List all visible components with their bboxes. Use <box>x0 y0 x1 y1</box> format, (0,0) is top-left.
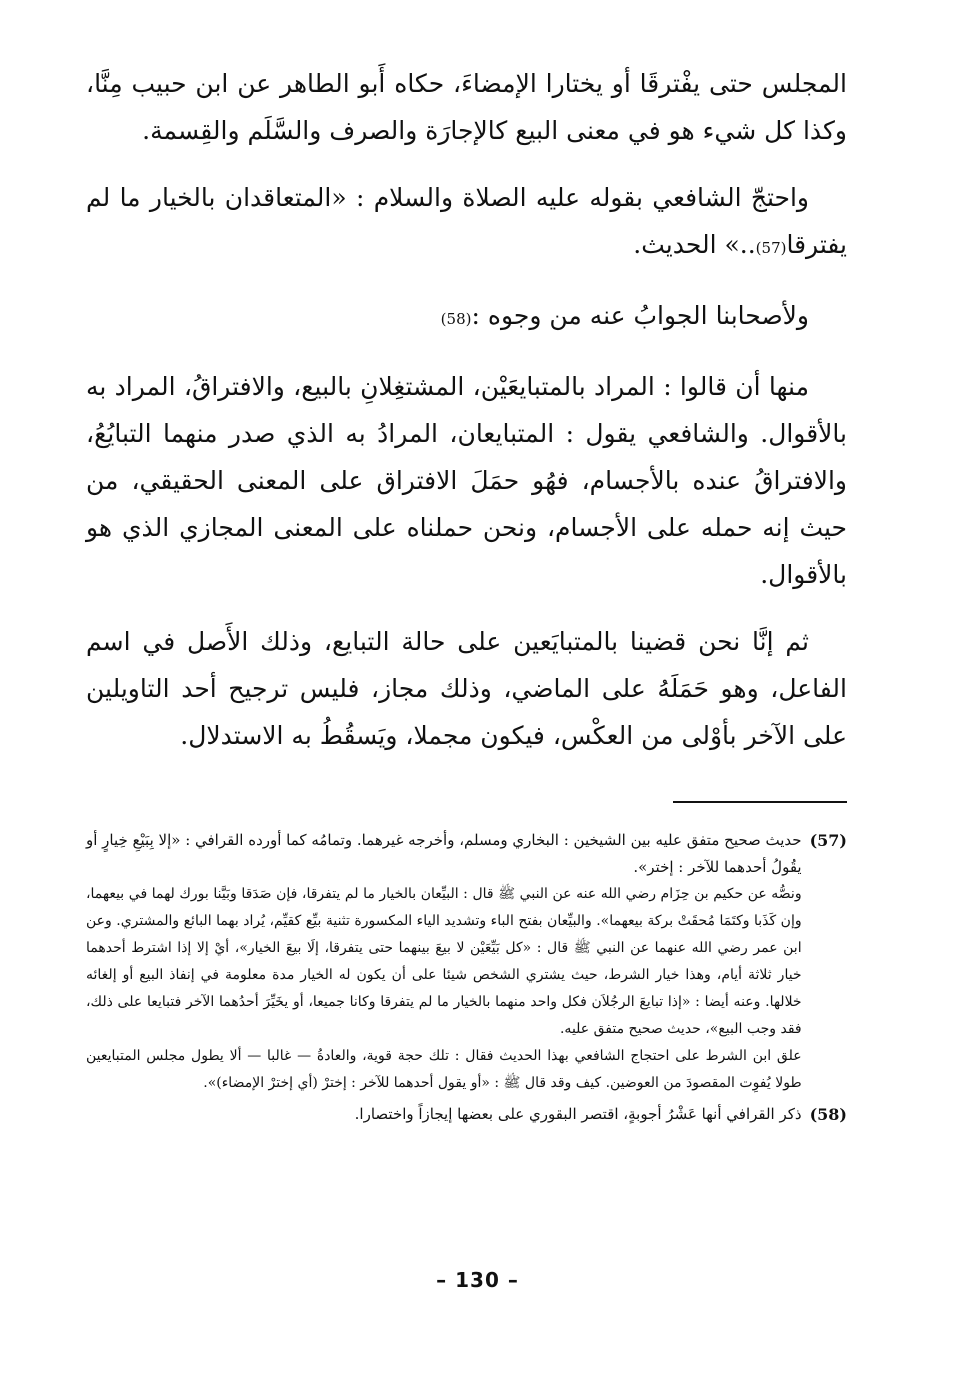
footnote-number: (57) <box>809 831 847 850</box>
paragraph-2 <box>86 174 847 272</box>
footnote-separator <box>673 801 847 803</box>
footnote-57 <box>86 827 847 1097</box>
page-number: – 130 – <box>436 1268 519 1292</box>
paragraph-3-text: ولأصحابنا الجوابُ عنه من وجوه : <box>471 301 809 330</box>
footnote-ref-58: (58) <box>440 310 472 328</box>
footnote-ref-57: (57) <box>755 239 787 257</box>
paragraph-2-text-end: ..» الحديث. <box>633 230 756 259</box>
footnote-58 <box>86 1101 847 1128</box>
footnotes <box>86 827 847 1128</box>
paragraph-4: منها أن قالوا : المراد بالمتبايعَيْن، المشتغِلانِ بالبيع، والافتراقُ، المراد به بالأقوال. والشافعي يقول : المتبايعان، المرادُ به الذي صدر منهما التبايُعُ، والافتراقُ عنده بالأجسام، فهُو حمَلَ الافتراق على المعنى الحقيقي، من حيث إنه حمله على الأجسام، ونحن حملناه على المعنى المجازي الذي هو بالأقوال. <box>86 372 847 589</box>
footnote-body <box>86 827 802 1097</box>
footnote-line: ونصُّه عن حكيم بن حِزَام رضي الله عنه عن النبي ﷺ قال : البيِّعان بالخيار ما لم يتفرقا، فإن صَدَقا وبَيَّنا بورك لهما في بيعهما، وإن كَذَبا وكتَمَا مُحقَتْ بركة بيعهما». والبيِّعان بفتح الباء وتشديد الياء المكسورة تثنية بيِّع كقيِّم، يُراد بهما البائع والمشتري. وعن ابن عمر رضي الله عنهما عن النبي ﷺ قال : «كل بَيِّعَيْن لا بيعَ بينهما حتى يتفرقا، إلَا بيعَ الخيار»، أيْ إلا إذا اشترط أحدهما خيار ثلاثة أيام، وهذا خيار الشرط، حيث يشتري الشخص شيئا على أن يكون له الخيار مدة معلومة في إنفاذ البيع أو إلغائه خلالها. وعنه أيضا : «إذا تبايعَ الرجُلاَن فكل واحد منهما بالخيار ما لم يتفرقا وكانا جميعا، أو يخَيِّرَ أحدُهما الآخر فتبايعا على ذلك، فقد وجب البيع»، حديث صحيح متفق عليه. <box>86 886 802 1037</box>
footnote-body <box>86 1101 802 1128</box>
paragraph-5: ثم إنَّا نحن قضينا بالمتبايَعين على حالة التبايع، وذلك الأَصل في اسم الفاعل، وهو حَمَلَهُ على الماضي، وذلك مجاز، فليس ترجيح أحد التاويلين على الآخر بأوْلى من العكْس، فيكون مجملا، ويَسقُطُ به الاستدلال. <box>86 627 847 750</box>
paragraph-1: المجلس حتى يفْترقَا أو يختارا الإمضاءَ، حكاه أَبو الطاهر عن ابن حبيب مِنَّا، وكذا كل شيء هو في معنى البيع كالإجارَة والصرف والسَّلَم والقِسمة. <box>86 69 847 145</box>
paragraph-2-text: واحتجّ الشافعي بقوله عليه الصلاة والسلام : «المتعاقدان بالخيار ما لم يفترقا <box>86 183 847 259</box>
footnote-line: حديث صحيح متفق عليه بين الشيخين : البخاري ومسلم، وأخرجه غيرهما. وتمامُه كما أورده القرافي : «إلا بِبَيْعِ خِيارٍ أو يقُولُ أحدهما للآخر : إختر». <box>85 831 802 876</box>
footnote-line: ذكر القرافي أنها عَشْرُ أجوبةٍ، اقتصر البقوري على بعضها إيجازاً واختصارا. <box>354 1105 802 1123</box>
footnote-line: علق ابن الشرط على احتجاج الشافعي بهذا الحديث فقال : تلك حجة قوية، والعادةُ — غالبا — ألا يطول مجلس المتبايعين طولا يُفوِت المقصودَ من العوضين. كيف وقد قال ﷺ : «أو يقول أحدهما للآخر : إخترْ (أي إخترْ الإمضاء)». <box>86 1048 802 1091</box>
main-text <box>86 60 847 759</box>
paragraph-3 <box>86 292 847 343</box>
footnote-number: (58) <box>809 1105 847 1124</box>
